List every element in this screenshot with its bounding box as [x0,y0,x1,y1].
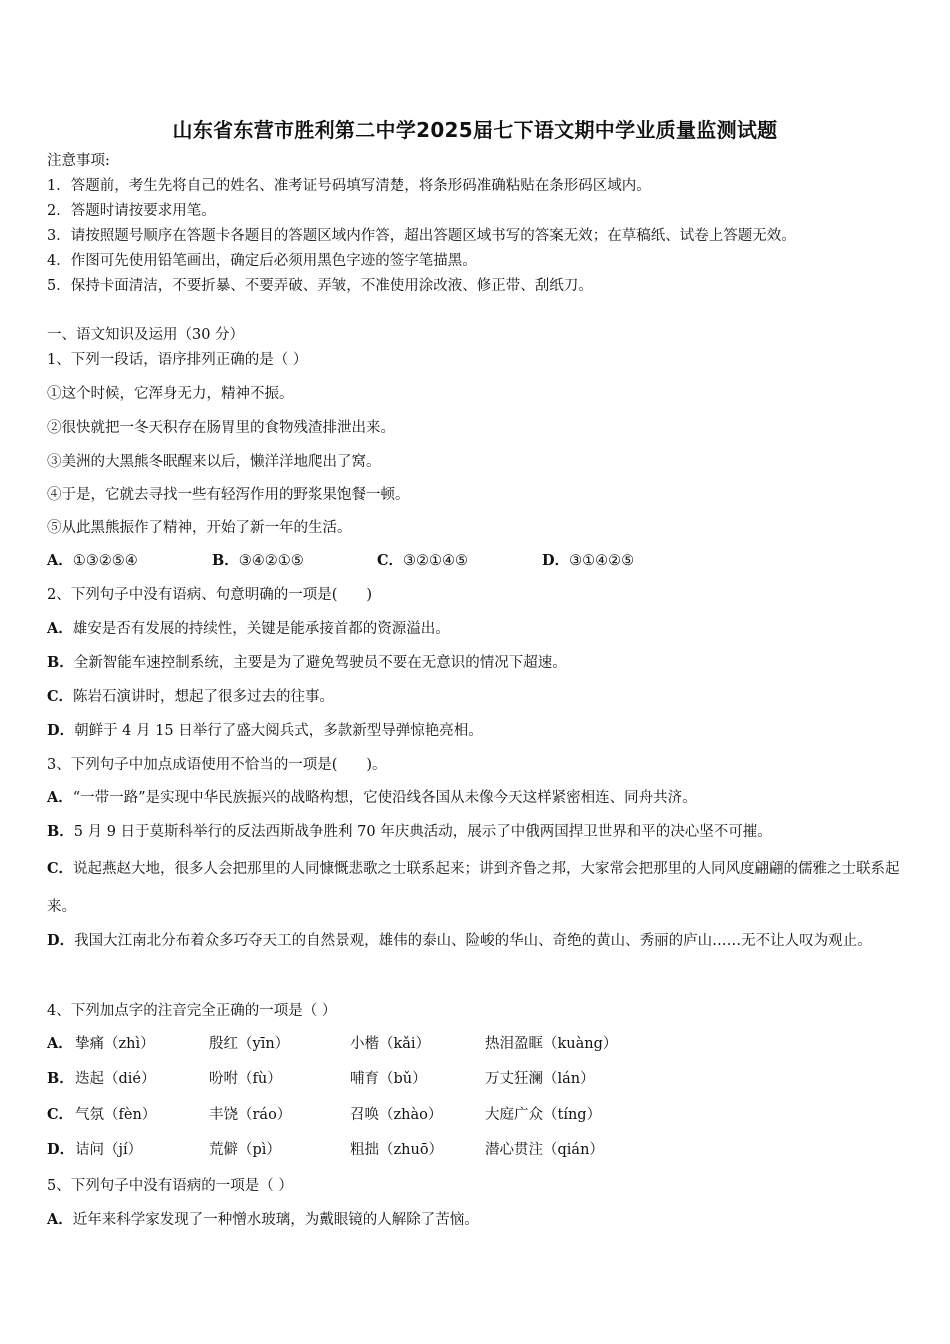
q3-option-a: A．“一带一路”是实现中华民族振兴的战略构想，它使沿线各国从未像今天这样紧密相连、同舟共济。 [47,789,697,806]
notice-item: 2．答题时请按要求用笔。 [47,203,216,219]
q1-sentence: ②很快就把一冬天积存在肠胃里的食物残渣排泄出来。 [47,420,395,436]
q4-row-a: A． 挚痛（zhì） 殷红（yīn） 小楷（kǎi） 热泪盈眶（kuàng） [47,1035,618,1052]
q1-sentence: ④于是，它就去寻找一些有轻泻作用的野浆果饱餐一顿。 [47,487,410,503]
q1-sentence: ③美洲的大黑熊冬眠醒来以后，懒洋洋地爬出了窝。 [47,454,381,470]
question-4-stem: 4、下列加点字的注音完全正确的一项是（ ） [47,1003,337,1019]
q2-option-b: B．全新智能车速控制系统，主要是为了避免驾驶员不要在无意识的情况下超速。 [47,654,567,671]
q1-option-c: C．③②①④⑤ [377,552,469,569]
q2-option-a: A．雄安是否有发展的持续性，关键是能承接首都的资源溢出。 [47,620,450,637]
q3-option-d: D．我国大江南北分布着众多巧夺天工的自然景观，雄伟的泰山、险峻的华山、奇绝的黄山、秀丽的庐山……无不让人叹为观止。 [47,932,872,949]
q1-option-d: D．③①④②⑤ [542,552,635,569]
notice-item: 1．答题前，考生先将自己的姓名、准考证号码填写清楚，将条形码准确粘贴在条形码区域内。 [47,178,651,194]
q3-option-c: C．说起燕赵大地，很多人会把那里的人同慷慨悲歌之士联系起来；讲到齐鲁之邦，大家常会把那里的人同风度翩翩的儒雅之士联系起来。 [47,860,900,915]
q4-row-b: B． 迭起（dié） 吩咐（fù） 哺育（bǔ） 万丈狂澜（lán） [47,1070,595,1087]
question-5-stem: 5、下列句子中没有语病的一项是（ ） [47,1178,293,1194]
q1-option-b: B．③④②①⑤ [212,552,304,569]
q3-option-b: B．5 月 9 日于莫斯科举行的反法西斯战争胜利 70 年庆典活动，展示了中俄两国捍卫世界和平的决心坚不可摧。 [47,823,772,840]
section-heading: 一、语文知识及运用（30 分） [47,327,245,343]
q4-row-c: C． 气氛（fèn） 丰饶（ráo） 召唤（zhào） 大庭广众（tíng） [47,1106,602,1123]
q2-option-d: D．朝鲜于 4 月 15 日举行了盛大阅兵式，多款新型导弹惊艳亮相。 [47,722,483,739]
q1-option-a: A．①③②⑤④ [47,552,138,569]
q1-sentence: ⑤从此黑熊振作了精神，开始了新一年的生活。 [47,520,352,536]
question-1-stem: 1、下列一段话，语序排列正确的是（ ） [47,352,308,368]
notice-item: 5．保持卡面清洁，不要折暴、不要弄破、弄皱，不准使用涂改液、修正带、刮纸刀。 [47,278,593,294]
q4-row-d: D． 诘问（jí） 荒僻（pì） 粗拙（zhuō） 潜心贯注（qián） [47,1141,604,1158]
q1-sentence: ①这个时候，它浑身无力，精神不振。 [47,386,294,402]
question-2-stem: 2、下列句子中没有语病、句意明确的一项是( ) [47,587,373,603]
notice-item: 3．请按照题号顺序在答题卡各题目的答题区域内作答，超出答题区域书写的答案无效；在草稿纸、试卷上答题无效。 [47,228,796,244]
question-3-stem: 3、下列句子中加点成语使用不恰当的一项是( )。 [47,757,387,773]
notice-heading: 注意事项: [47,153,110,169]
q2-option-c: C．陈岩石演讲时，想起了很多过去的往事。 [47,688,335,705]
page-title: 山东省东营市胜利第二中学2025届七下语文期中学业质量监测试题 [172,118,778,142]
q5-option-a: A．近年来科学家发现了一种憎水玻璃，为戴眼镜的人解除了苦恼。 [47,1211,479,1228]
notice-item: 4．作图可先使用铅笔画出，确定后必须用黑色字迹的签字笔描黑。 [47,253,477,269]
